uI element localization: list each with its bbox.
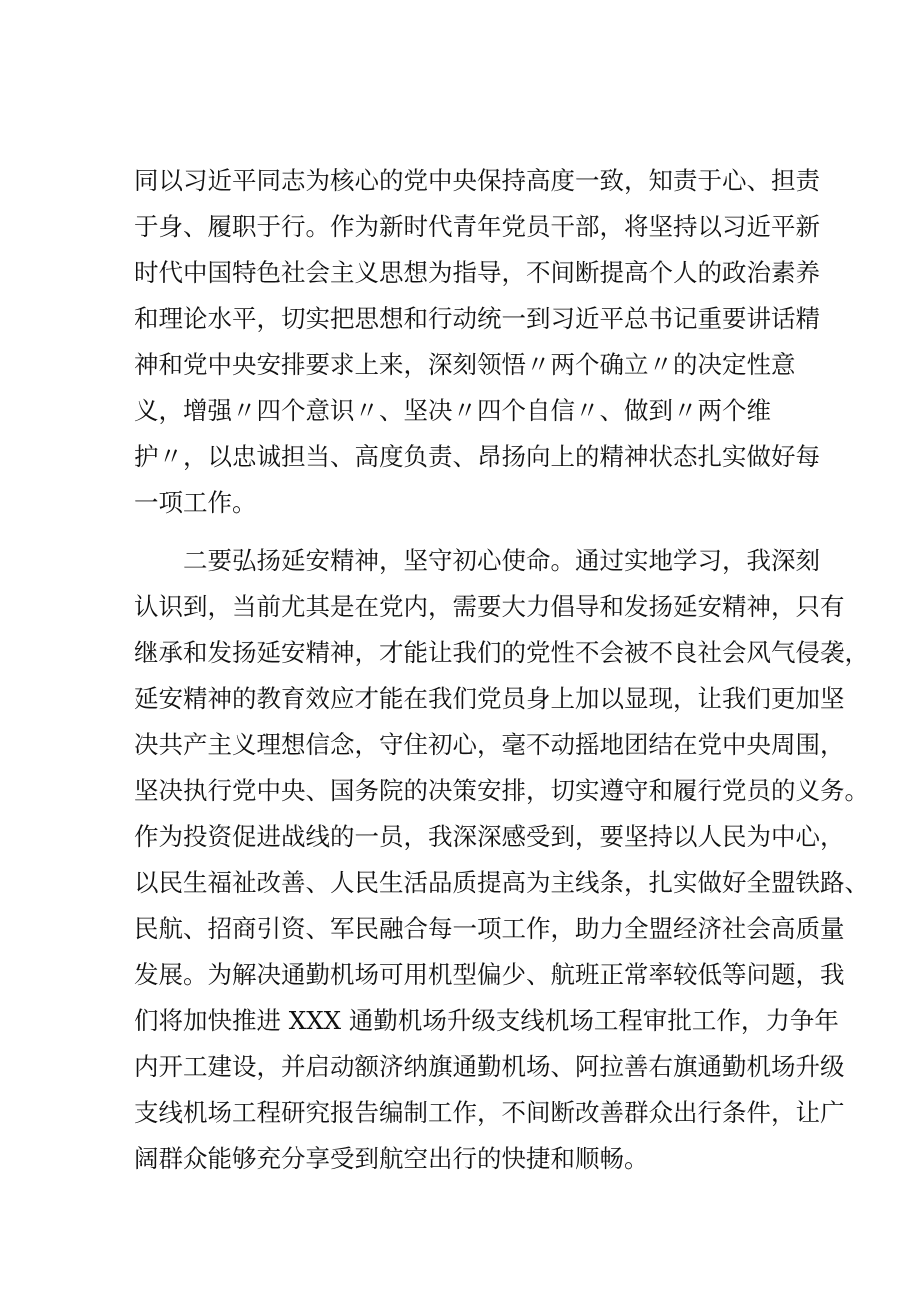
text-line: 以民生福祉改善、人民生活品质提高为主线条，扎实做好全盟铁路、 xyxy=(134,868,869,897)
text-line: 于身、履职于行。作为新时代青年党员干部，将坚持以习近平新 xyxy=(134,212,820,241)
text-line: 同以习近平同志为核心的党中央保持高度一致，知责于心、担责 xyxy=(134,166,820,195)
text-line: 发展。为解决通勤机场可用机型偏少、航班正常率较低等问题，我 xyxy=(134,960,845,989)
text-line: 延安精神的教育效应才能在我们党员身上加以显现，让我们更加坚 xyxy=(134,684,845,713)
text-line: 时代中国特色社会主义思想为指导，不间断提高个人的政治素养 xyxy=(134,258,820,287)
text-line: 神和党中央安排要求上来，深刻领悟〃两个确立〃的决定性意 xyxy=(134,350,796,379)
text-line: 和理论水平，切实把思想和行动统一到习近平总书记重要讲话精 xyxy=(134,304,820,333)
text-line: 认识到，当前尤其是在党内，需要大力倡导和发扬延安精神，只有 xyxy=(134,592,845,621)
paragraph-2 xyxy=(134,538,869,1182)
text-line: 阔群众能够充分享受到航空出行的快捷和顺畅。 xyxy=(134,1144,649,1173)
text-line: 们将加快推进 XXX 通勤机场升级支线机场工程审批工作，力争年 xyxy=(134,1006,839,1035)
text-line: 民航、招商引资、军民融合每一项工作，助力全盟经济社会高质量 xyxy=(134,914,845,943)
text-line: 护〃，以忠诚担当、高度负责、昂扬向上的精神状态扎实做好每 xyxy=(134,442,820,471)
text-line: 决共产主义理想信念，守住初心，毫不动摇地团结在党中央周围， xyxy=(134,730,845,759)
paragraph-1 xyxy=(134,158,820,526)
document-body xyxy=(134,158,869,1182)
text-line: 二要弘扬延安精神，坚守初心使命。通过实地学习，我深刻 xyxy=(134,546,820,575)
text-line: 作为投资促进战线的一员，我深深感受到，要坚持以人民为中心， xyxy=(134,822,845,851)
text-line: 坚决执行党中央、国务院的决策安排，切实遵守和履行党员的义务。 xyxy=(134,776,869,805)
text-line: 支线机场工程研究报告编制工作，不间断改善群众出行条件，让广 xyxy=(134,1098,845,1127)
text-line: 继承和发扬延安精神，才能让我们的党性不会被不良社会风气侵袭， xyxy=(134,638,869,667)
text-line: 一项工作。 xyxy=(134,488,257,517)
text-line: 义，增强〃四个意识〃、坚决〃四个自信〃、做到〃两个维 xyxy=(134,396,771,425)
paragraph-spacer xyxy=(134,526,814,538)
text-line: 内开工建设，并启动额济纳旗通勤机场、阿拉善右旗通勤机场升级 xyxy=(134,1052,845,1081)
